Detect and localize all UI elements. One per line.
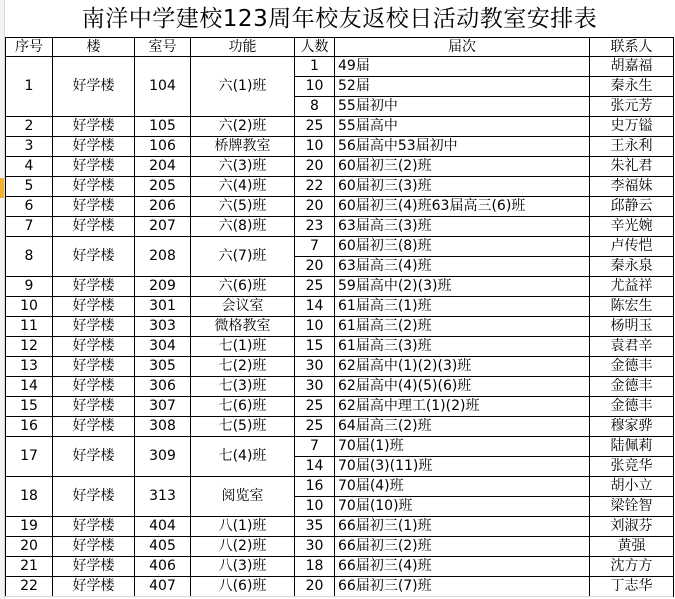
cell-contact[interactable]: 李福妹	[590, 177, 674, 197]
cell-room[interactable]: 204	[135, 157, 191, 177]
cell-building[interactable]: 好学楼	[53, 337, 135, 357]
cell-contact[interactable]: 沈方方	[590, 557, 674, 577]
cell-grade[interactable]: 60届初三(4)班63届高三(6)班	[335, 197, 590, 217]
cell-room[interactable]: 209	[135, 277, 191, 297]
cell-function[interactable]: 八(1)班	[191, 517, 295, 537]
cell-no[interactable]: 9	[6, 277, 53, 297]
cell-contact[interactable]: 卢传恺	[590, 237, 674, 257]
cell-building[interactable]: 好学楼	[53, 157, 135, 177]
cell-room[interactable]: 306	[135, 377, 191, 397]
header-cell[interactable]: 功能	[191, 38, 295, 57]
cell-room[interactable]: 304	[135, 337, 191, 357]
cell-count[interactable]: 10	[295, 137, 335, 157]
cell-room[interactable]: 303	[135, 317, 191, 337]
cell-function[interactable]: 六(8)班	[191, 217, 295, 237]
cell-room[interactable]: 407	[135, 577, 191, 597]
cell-function[interactable]: 七(5)班	[191, 417, 295, 437]
cell-building[interactable]: 好学楼	[53, 557, 135, 577]
table-row	[6, 437, 674, 457]
cell-count[interactable]: 30	[295, 357, 335, 377]
cell-contact[interactable]: 胡嘉福	[590, 57, 674, 77]
cell-grade[interactable]: 66届初三(7)班	[335, 577, 590, 597]
cell-room[interactable]: 404	[135, 517, 191, 537]
cell-room[interactable]: 205	[135, 177, 191, 197]
cell-room[interactable]: 309	[135, 437, 191, 477]
table-row	[6, 317, 674, 337]
cell-grade[interactable]: 61届高三(1)班	[335, 297, 590, 317]
cell-contact[interactable]: 尤益祥	[590, 277, 674, 297]
cell-no[interactable]: 5	[6, 177, 53, 197]
schedule-table	[5, 37, 674, 597]
cell-contact[interactable]: 丁志华	[590, 577, 674, 597]
cell-function[interactable]: 阅览室	[191, 477, 295, 517]
cell-no[interactable]: 20	[6, 537, 53, 557]
cell-contact[interactable]: 刘淑芬	[590, 517, 674, 537]
header-cell[interactable]: 人数	[295, 38, 335, 57]
cell-function[interactable]: 六(3)班	[191, 157, 295, 177]
cell-no[interactable]: 12	[6, 337, 53, 357]
cell-count[interactable]: 35	[295, 517, 335, 537]
cell-count[interactable]: 20	[295, 577, 335, 597]
cell-room[interactable]: 106	[135, 137, 191, 157]
cell-grade[interactable]: 70届(3)(11)班	[335, 457, 590, 477]
cell-grade[interactable]: 63届高三(4)班	[335, 257, 590, 277]
cell-room[interactable]: 207	[135, 217, 191, 237]
cell-grade[interactable]: 64届高三(2)班	[335, 417, 590, 437]
cell-contact[interactable]: 金德丰	[590, 397, 674, 417]
cell-grade[interactable]: 70届(10)班	[335, 497, 590, 517]
cell-contact[interactable]: 王永利	[590, 137, 674, 157]
cell-no[interactable]: 2	[6, 117, 53, 137]
cell-count[interactable]: 30	[295, 537, 335, 557]
cell-room[interactable]: 301	[135, 297, 191, 317]
cell-contact[interactable]: 朱礼君	[590, 157, 674, 177]
cell-building[interactable]: 好学楼	[53, 317, 135, 337]
cell-grade[interactable]: 61届高三(2)班	[335, 317, 590, 337]
cell-no[interactable]: 6	[6, 197, 53, 217]
cell-contact[interactable]: 陈宏生	[590, 297, 674, 317]
table-row	[6, 237, 674, 257]
cell-building[interactable]: 好学楼	[53, 137, 135, 157]
cell-count[interactable]: 15	[295, 337, 335, 357]
cell-function[interactable]: 八(3)班	[191, 557, 295, 577]
cell-contact[interactable]: 胡小立	[590, 477, 674, 497]
cell-function[interactable]: 七(2)班	[191, 357, 295, 377]
cell-contact[interactable]: 秦永泉	[590, 257, 674, 277]
cell-grade[interactable]: 62届高中理工(1)(2)班	[335, 397, 590, 417]
cell-room[interactable]: 104	[135, 57, 191, 117]
cell-count[interactable]: 10	[295, 317, 335, 337]
cell-count[interactable]: 7	[295, 437, 335, 457]
header-cell[interactable]: 届次	[335, 38, 590, 57]
cell-grade[interactable]: 60届初三(2)班	[335, 157, 590, 177]
table-row	[6, 197, 674, 217]
cell-building[interactable]: 好学楼	[53, 537, 135, 557]
cell-function[interactable]: 六(6)班	[191, 277, 295, 297]
selected-row-marker	[0, 178, 4, 198]
cell-no[interactable]: 17	[6, 437, 53, 477]
cell-contact[interactable]: 金德丰	[590, 377, 674, 397]
cell-function[interactable]: 七(4)班	[191, 437, 295, 477]
cell-building[interactable]: 好学楼	[53, 477, 135, 517]
cell-function[interactable]: 七(3)班	[191, 377, 295, 397]
cell-count[interactable]: 10	[295, 77, 335, 97]
cell-count[interactable]: 25	[295, 277, 335, 297]
cell-grade[interactable]: 49届	[335, 57, 590, 77]
cell-no[interactable]: 21	[6, 557, 53, 577]
cell-count[interactable]: 10	[295, 497, 335, 517]
header-row	[6, 38, 674, 57]
cell-room[interactable]: 307	[135, 397, 191, 417]
cell-grade[interactable]: 70届(1)班	[335, 437, 590, 457]
cell-room[interactable]: 405	[135, 537, 191, 557]
table-row	[6, 537, 674, 557]
header-cell[interactable]: 室号	[135, 38, 191, 57]
table-row	[6, 397, 674, 417]
cell-grade[interactable]: 52届	[335, 77, 590, 97]
cell-no[interactable]: 7	[6, 217, 53, 237]
cell-count[interactable]: 14	[295, 457, 335, 477]
cell-function[interactable]: 六(2)班	[191, 117, 295, 137]
cell-count[interactable]: 7	[295, 237, 335, 257]
cell-function[interactable]: 桥牌教室	[191, 137, 295, 157]
cell-building[interactable]: 好学楼	[53, 417, 135, 437]
cell-count[interactable]: 18	[295, 557, 335, 577]
cell-grade[interactable]: 66届初三(4)班	[335, 557, 590, 577]
header-cell[interactable]: 联系人	[590, 38, 674, 57]
cell-no[interactable]: 18	[6, 477, 53, 517]
table-row	[6, 117, 674, 137]
cell-count[interactable]: 22	[295, 177, 335, 197]
cell-building[interactable]: 好学楼	[53, 357, 135, 377]
cell-building[interactable]: 好学楼	[53, 237, 135, 277]
cell-contact[interactable]: 邱静云	[590, 197, 674, 217]
cell-room[interactable]: 406	[135, 557, 191, 577]
cell-count[interactable]: 8	[295, 97, 335, 117]
table-row	[6, 477, 674, 497]
cell-function[interactable]: 微格教室	[191, 317, 295, 337]
cell-count[interactable]: 20	[295, 257, 335, 277]
cell-grade[interactable]: 62届高中(4)(5)(6)班	[335, 377, 590, 397]
cell-grade[interactable]: 55届初中	[335, 97, 590, 117]
cell-function[interactable]: 六(4)班	[191, 177, 295, 197]
cell-grade[interactable]: 59届高中(2)(3)班	[335, 277, 590, 297]
cell-building[interactable]: 好学楼	[53, 517, 135, 537]
cell-contact[interactable]: 杨明玉	[590, 317, 674, 337]
cell-function[interactable]: 会议室	[191, 297, 295, 317]
cell-no[interactable]: 11	[6, 317, 53, 337]
cell-contact[interactable]: 辛光婉	[590, 217, 674, 237]
cell-no[interactable]: 3	[6, 137, 53, 157]
cell-no[interactable]: 16	[6, 417, 53, 437]
cell-grade[interactable]: 70届(4)班	[335, 477, 590, 497]
table-row	[6, 417, 674, 437]
cell-function[interactable]: 六(5)班	[191, 197, 295, 217]
cell-building[interactable]: 好学楼	[53, 437, 135, 477]
cell-contact[interactable]: 黄强	[590, 537, 674, 557]
table-row	[6, 137, 674, 157]
cell-function[interactable]: 八(6)班	[191, 577, 295, 597]
header-cell[interactable]: 楼	[53, 38, 135, 57]
cell-grade[interactable]: 66届初三(1)班	[335, 517, 590, 537]
cell-contact[interactable]: 张竞华	[590, 457, 674, 477]
cell-grade[interactable]: 66届初三(2)班	[335, 537, 590, 557]
cell-contact[interactable]: 金德丰	[590, 357, 674, 377]
cell-no[interactable]: 14	[6, 377, 53, 397]
cell-grade[interactable]: 61届高三(3)班	[335, 337, 590, 357]
sheet-title: 南洋中学建校123周年校友返校日活动教室安排表	[81, 6, 598, 32]
cell-count[interactable]: 23	[295, 217, 335, 237]
cell-building[interactable]: 好学楼	[53, 117, 135, 137]
cell-building[interactable]: 好学楼	[53, 577, 135, 597]
cell-no[interactable]: 4	[6, 157, 53, 177]
table-row	[6, 337, 674, 357]
cell-building[interactable]: 好学楼	[53, 397, 135, 417]
cell-count[interactable]: 25	[295, 397, 335, 417]
cell-no[interactable]: 15	[6, 397, 53, 417]
table-row	[6, 517, 674, 537]
cell-no[interactable]: 13	[6, 357, 53, 377]
cell-contact[interactable]: 张元芳	[590, 97, 674, 117]
cell-no[interactable]: 1	[6, 57, 53, 117]
cell-count[interactable]: 14	[295, 297, 335, 317]
table-row	[6, 57, 674, 77]
table-row	[6, 297, 674, 317]
cell-grade[interactable]: 63届高三(3)班	[335, 217, 590, 237]
cell-room[interactable]: 105	[135, 117, 191, 137]
cell-room[interactable]: 206	[135, 197, 191, 217]
cell-function[interactable]: 六(7)班	[191, 237, 295, 277]
cell-grade[interactable]: 60届初三(3)班	[335, 177, 590, 197]
table-body	[6, 57, 674, 597]
table-row	[6, 377, 674, 397]
cell-count[interactable]: 1	[295, 57, 335, 77]
cell-contact[interactable]: 穆家骅	[590, 417, 674, 437]
cell-contact[interactable]: 陆佩莉	[590, 437, 674, 457]
cell-no[interactable]: 8	[6, 237, 53, 277]
cell-grade[interactable]: 62届高中(1)(2)(3)班	[335, 357, 590, 377]
cell-function[interactable]: 八(2)班	[191, 537, 295, 557]
table-row	[6, 157, 674, 177]
cell-count[interactable]: 25	[295, 117, 335, 137]
cell-grade[interactable]: 56届高中53届初中	[335, 137, 590, 157]
cell-building[interactable]: 好学楼	[53, 57, 135, 117]
cell-count[interactable]: 16	[295, 477, 335, 497]
table-row	[6, 277, 674, 297]
cell-contact[interactable]: 袁君辛	[590, 337, 674, 357]
cell-grade[interactable]: 60届初三(8)班	[335, 237, 590, 257]
cell-no[interactable]: 22	[6, 577, 53, 597]
cell-grade[interactable]: 55届高中	[335, 117, 590, 137]
cell-room[interactable]: 313	[135, 477, 191, 517]
cell-no[interactable]: 19	[6, 517, 53, 537]
cell-count[interactable]: 30	[295, 377, 335, 397]
table-row	[6, 557, 674, 577]
cell-building[interactable]: 好学楼	[53, 177, 135, 197]
cell-count[interactable]: 25	[295, 417, 335, 437]
cell-building[interactable]: 好学楼	[53, 297, 135, 317]
cell-building[interactable]: 好学楼	[53, 377, 135, 397]
cell-function[interactable]: 六(1)班	[191, 57, 295, 117]
cell-contact[interactable]: 史万镒	[590, 117, 674, 137]
table-row	[6, 217, 674, 237]
cell-function[interactable]: 七(1)班	[191, 337, 295, 357]
cell-count[interactable]: 20	[295, 197, 335, 217]
sheet-gridline	[5, 594, 673, 599]
cell-contact[interactable]: 梁铨智	[590, 497, 674, 517]
cell-building[interactable]: 好学楼	[53, 197, 135, 217]
cell-room[interactable]: 208	[135, 237, 191, 277]
cell-contact[interactable]: 秦永生	[590, 77, 674, 97]
table-row	[6, 177, 674, 197]
cell-room[interactable]: 305	[135, 357, 191, 377]
table-row	[6, 357, 674, 377]
cell-no[interactable]: 10	[6, 297, 53, 317]
cell-building[interactable]: 好学楼	[53, 277, 135, 297]
cell-building[interactable]: 好学楼	[53, 217, 135, 237]
header-cell[interactable]: 序号	[6, 38, 53, 57]
cell-count[interactable]: 20	[295, 157, 335, 177]
cell-function[interactable]: 七(6)班	[191, 397, 295, 417]
cell-room[interactable]: 308	[135, 417, 191, 437]
